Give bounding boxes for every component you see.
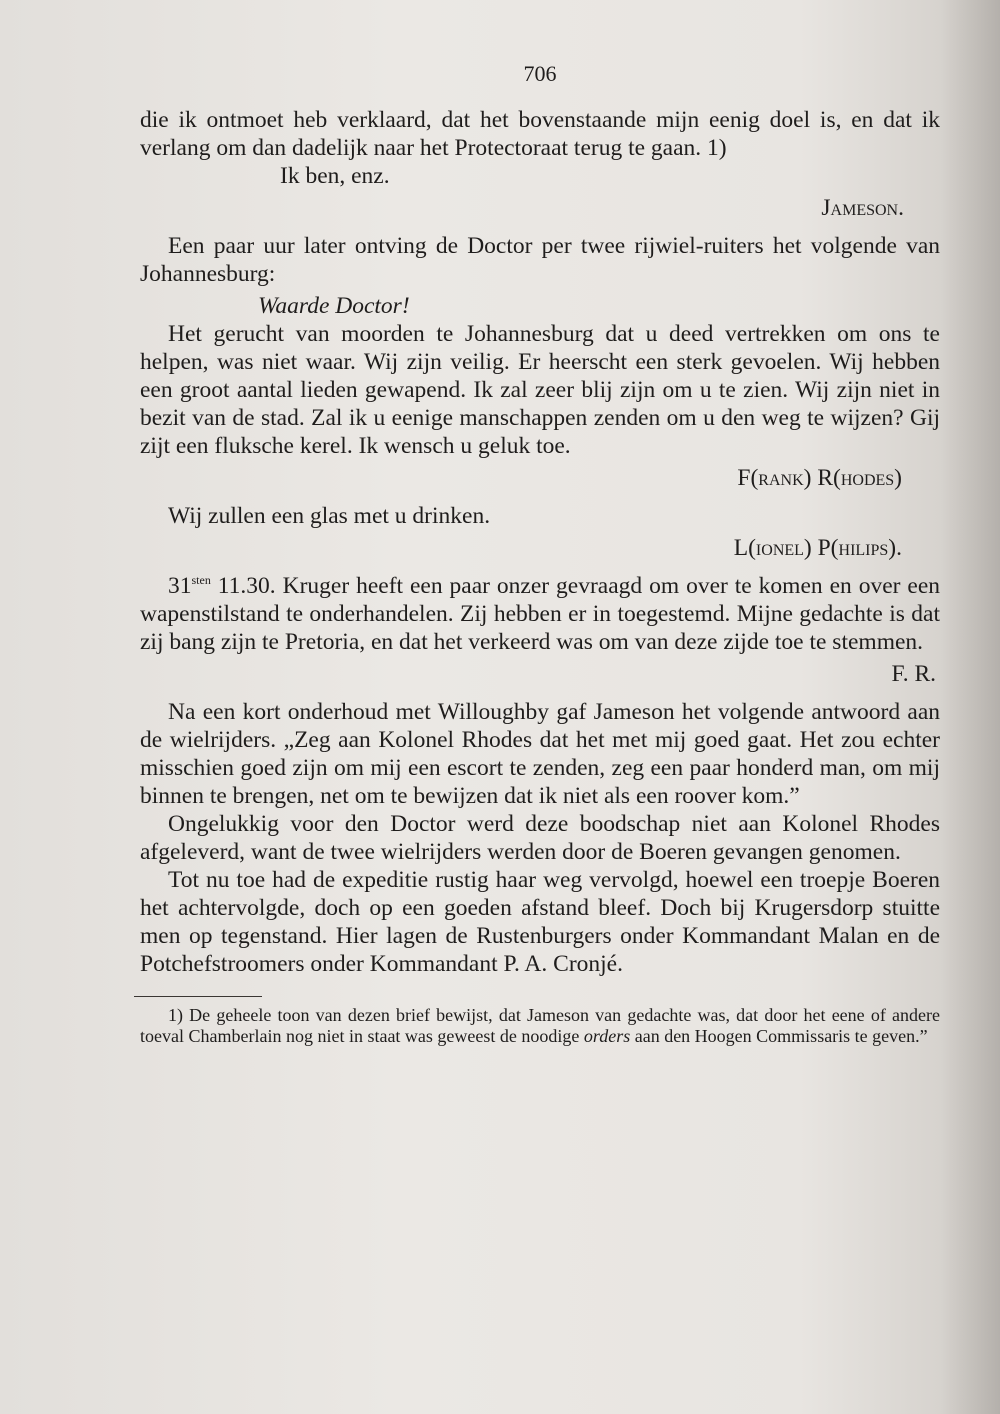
paragraph-letter-end: die ik ontmoet heb verklaard, dat het bovenstaande mijn eenig doel is, en dat ik verlang om dan dadelijk naar het Protectoraat terug te gaan. 1)	[140, 107, 940, 161]
footnote-text-1: 1) De geheele toon van dezen brief bewijst, dat Jameson van gedachte was, dat door het eene of andere toeval Chamberlain nog niet in staat was geweest de noodige	[140, 1005, 940, 1046]
paragraph-drink: Wij zullen een glas met u drinken.	[168, 503, 491, 529]
signature-frank-rhodes: F(rank) R(hodes)	[737, 465, 902, 491]
signature-jameson: Jameson.	[821, 195, 904, 221]
letter-closing: Ik ben, enz.	[280, 163, 390, 189]
letter-salutation: Waarde Doctor!	[258, 293, 410, 319]
footnote-italic: orders	[583, 1026, 631, 1046]
paragraph-willoughby-answer: Na een kort onderhoud met Willoughby gaf Jameson het volgende antwoord aan de wielrijders. „Zeg aan Kolonel Rhodes dat het met mij goed gaat. Het zou echter misschien goed zijn om mij een escort te zenden, zeg een paar honderd man, om mij binnen te brengen, net om te bewijzen dat ik niet als een roover kom.”	[140, 699, 940, 809]
signature-lionel-philips: L(ionel) P(hilips).	[733, 535, 902, 561]
page-number: 706	[523, 61, 557, 86]
footnote-text-2: aan den Hoogen Commissaris te geven.”	[630, 1026, 928, 1046]
paragraph-message-not-delivered: Ongelukkig voor den Doctor werd deze boodschap niet aan Kolonel Rhodes afgeleverd, want de twee wielrijders werden door de Boeren gevangen genomen.	[140, 811, 940, 865]
page-content	[140, 60, 940, 1047]
signature-fr: F. R.	[891, 661, 936, 687]
date-suffix: sten	[191, 573, 211, 588]
page-edge-shadow	[940, 0, 1000, 1414]
footnote-divider	[134, 996, 262, 997]
paragraph-kruger-text: 11.30. Kruger heeft een paar onzer gevraagd om over te komen en over een wapenstilstand te onderhandelen. Zij hebben er in toegestemd. Mijne gedachte is dat zij bang zijn te Pretoria, en dat het verkeerd was om van deze zijde toe te stemmen.	[140, 573, 940, 655]
paragraph-rhodes-letter: Het gerucht van moorden te Johannesburg dat u deed vertrekken om ons te helpen, was niet waar. Wij zijn veilig. Er heerscht een sterk gevoelen. Wij hebben een groot aantal lieden gewapend. Ik zal zeer blij zijn om u te zien. Wij zijn niet in bezit van de stad. Zal ik u eenige manschappen zenden om u den weg te wijzen? Gij zijt een fluksche kerel. Ik wensch u geluk toe.	[140, 321, 940, 459]
paragraph-krugersdorp: Tot nu toe had de expeditie rustig haar weg vervolgd, hoewel een troepje Boeren het achtervolgde, doch op een goeden afstand bleef. Doch bij Krugersdorp stuitte men op tegenstand. Hier lagen de Rustenburgers onder Kommandant Malan en de Potchefstroomers onder Kommandant P. A. Cronjé.	[140, 867, 940, 977]
paragraph-kruger-armistice	[140, 572, 940, 656]
footnote	[140, 1005, 940, 1047]
date-number: 31	[168, 573, 192, 599]
paragraph-cyclists-message: Een paar uur later ontving de Doctor per twee rijwiel-ruiters het volgende van Johannesburg:	[140, 233, 940, 287]
